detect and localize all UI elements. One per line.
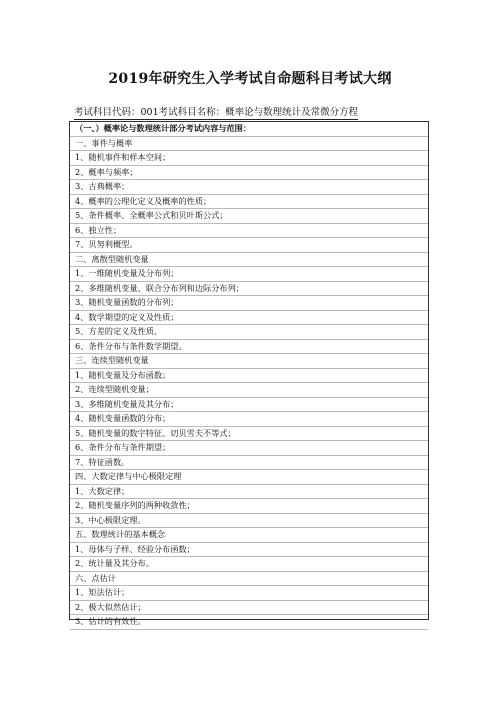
syllabus-line: 2、多维随机变量、联合分布列和边际分布列； [70,282,428,297]
syllabus-line: 2、连续型随机变量； [70,383,428,398]
syllabus-line: 4、随机变量函数的分布； [70,412,428,427]
syllabus-line: 五、数理统计的基本概念 [70,528,428,543]
section-heading: （一、）概率论与数理统计部分考试内容与范围： [70,122,428,137]
syllabus-line: 3、随机变量函数的分布列； [70,296,428,311]
syllabus-line: 4、数学期望的定义及性质； [70,311,428,326]
syllabus-line: 4、概率的公理化定义及概率的性质； [70,195,428,210]
syllabus-line: 5、条件概率、全概率公式和贝叶斯公式； [70,209,428,224]
syllabus-line: 7、特征函数。 [70,456,428,471]
syllabus-line: 1、大数定律； [70,485,428,500]
syllabus-line: 7、贝努利概型。 [70,238,428,253]
syllabus-line: 2、统计量及其分布。 [70,557,428,572]
syllabus-line: 2、极大似然估计； [70,601,428,616]
syllabus-line: 1、矩法估计； [70,586,428,601]
syllabus-line: 1、随机事件和样本空间； [70,151,428,166]
syllabus-line: 1、随机变量及分布函数； [70,369,428,384]
syllabus-line: 三、连续型随机变量 [70,354,428,369]
syllabus-line: 3、多维随机变量及其分布； [70,398,428,413]
syllabus-line: 6、条件分布与条件数学期望。 [70,340,428,355]
syllabus-line: 一、事件与概率 [70,137,428,152]
syllabus-line: 2、概率与频率； [70,166,428,181]
syllabus-line: 3、中心极限定理。 [70,514,428,529]
document-title: 2019年研究生入学考试自命题科目考试大纲 [108,71,392,87]
syllabus-line: 1、一维随机变量及分布列； [70,267,428,282]
syllabus-table [69,121,429,626]
syllabus-line: 六、点估计 [70,572,428,587]
syllabus-line: 2、随机变量序列的两种收敛性； [70,499,428,514]
syllabus-line: 6、条件分布与条件期望； [70,441,428,456]
exam-subject-line: 考试科目代码：001考试科目名称：概率论与数理统计及常微分方程 [74,104,358,120]
syllabus-line: 1、母体与子样、经验分布函数； [70,543,428,558]
syllabus-line: 3、估计的有效性。 [70,615,428,630]
syllabus-line: 3、古典概率； [70,180,428,195]
syllabus-line: 6、独立性； [70,224,428,239]
syllabus-line: 二、离散型随机变量 [70,253,428,268]
syllabus-line: 四、大数定律与中心极限定理 [70,470,428,485]
syllabus-line: 5、方差的定义及性质、 [70,325,428,340]
syllabus-line: 5、随机变量的数字特征、切贝雪夫不等式； [70,427,428,442]
